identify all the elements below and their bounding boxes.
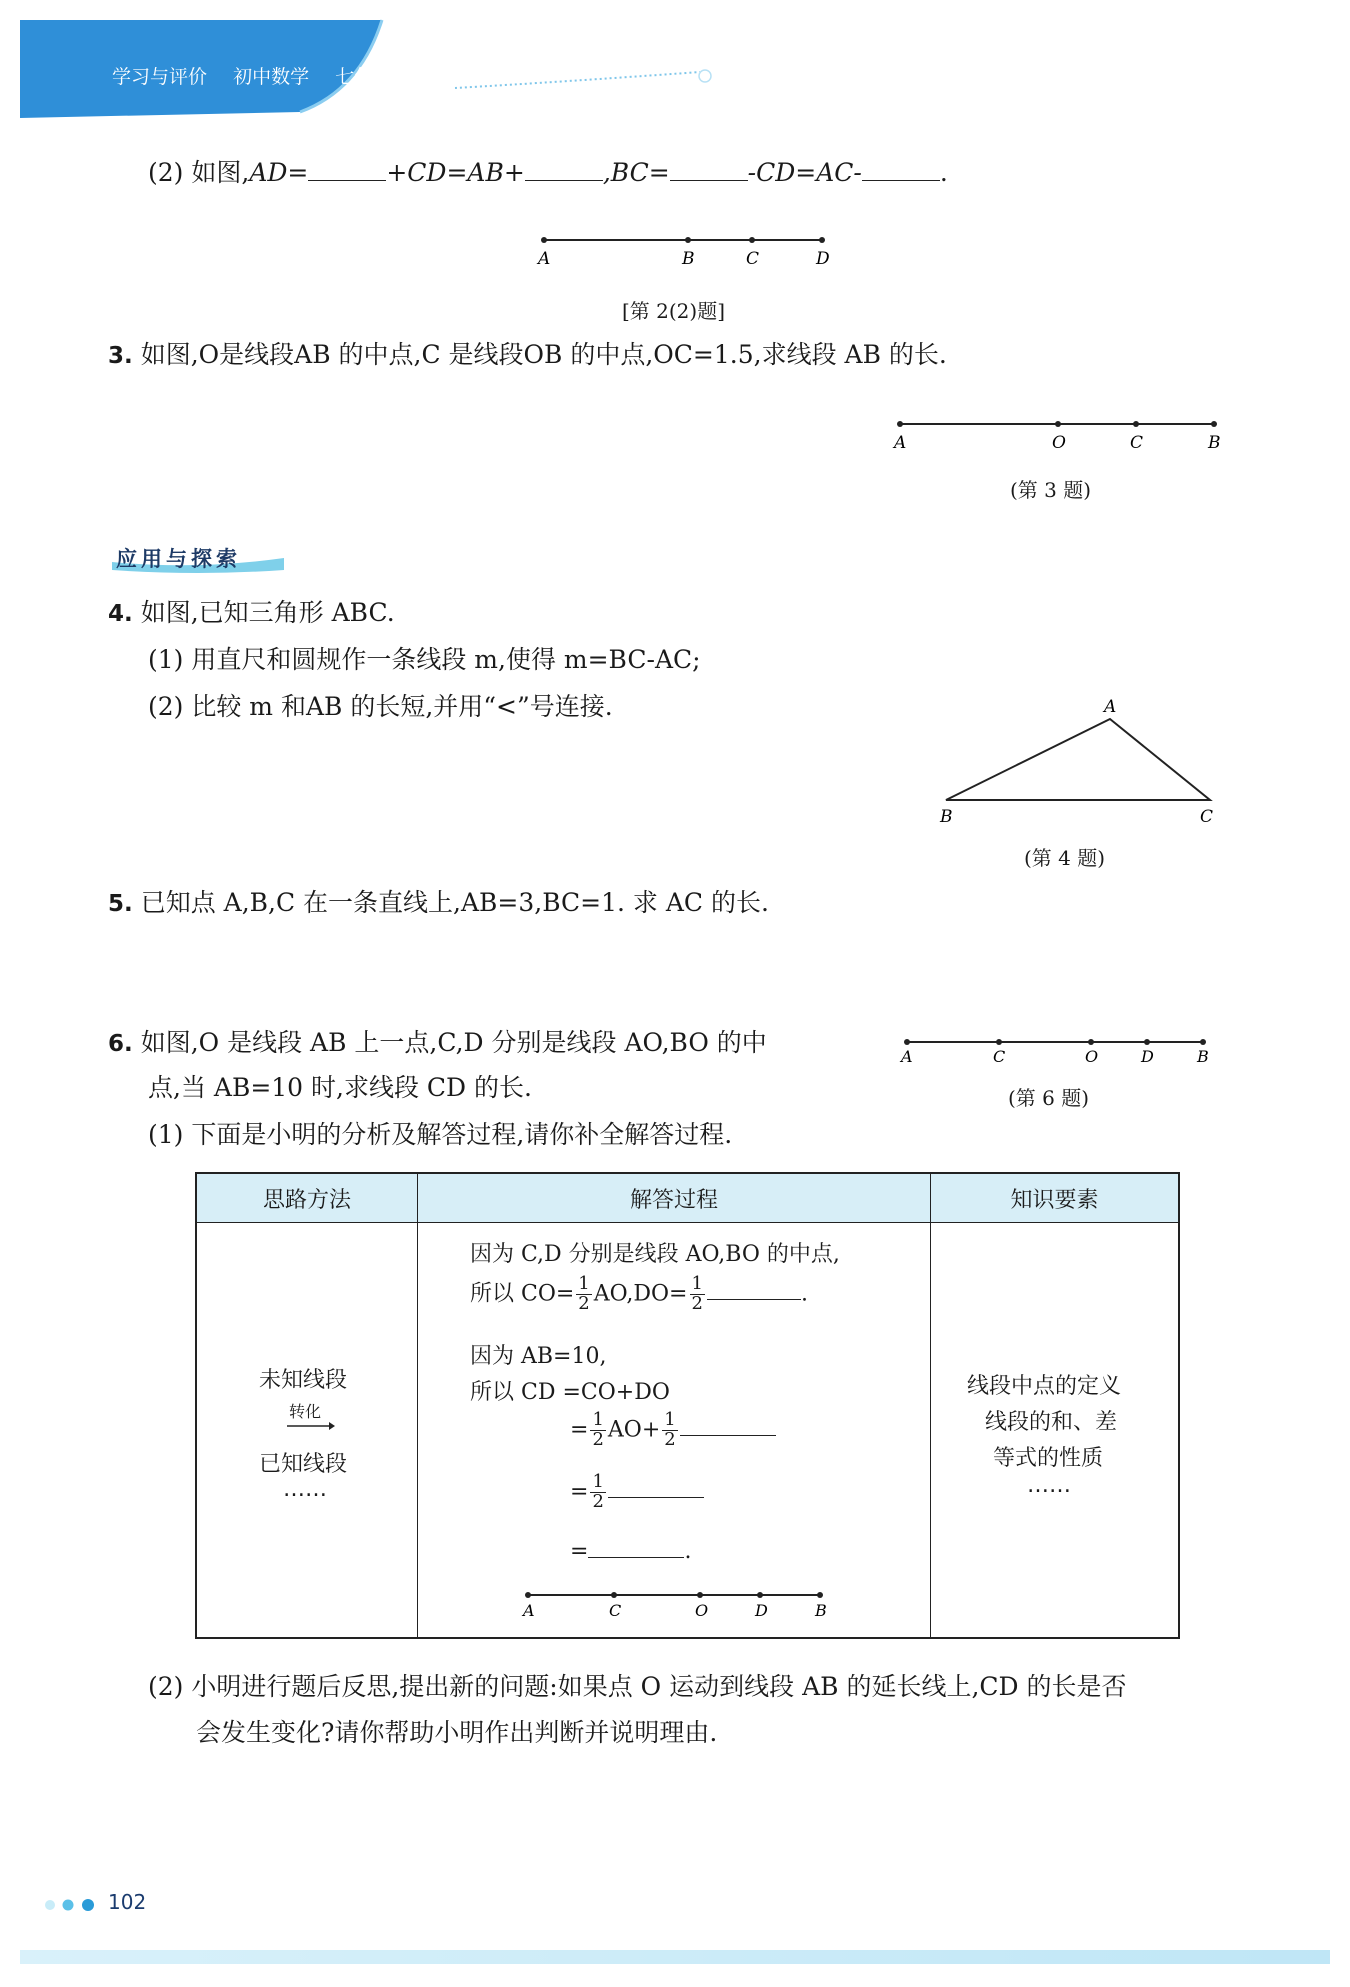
point-label: D: [816, 249, 830, 269]
point-label: O: [695, 1601, 709, 1620]
page-number: 102: [108, 1890, 147, 1914]
q6-line2: 点,当 AB=10 时,求线段 CD 的长.: [148, 1073, 532, 1102]
knowledge-cell: [931, 1223, 1180, 1639]
fraction-half: $\frac{1}{2}$: [592, 1471, 604, 1512]
q6-figure: [895, 1030, 1215, 1070]
method-arrow-label: 转化: [289, 1402, 322, 1421]
point-label: O: [1052, 433, 1066, 453]
point-label: D: [755, 1601, 768, 1620]
point-label: A: [901, 1047, 913, 1066]
footer-band: [0, 1944, 1350, 1972]
point-label: C: [609, 1601, 622, 1620]
q5-text: 5. 已知点 A,B,C 在一条直线上,AB=3,BC=1. 求 AC 的长.: [108, 888, 769, 917]
q3-text: 3. 如图,O是线段AB 的中点,C 是线段OB 的中点,OC=1.5,求线段 AB 的长.: [108, 340, 947, 369]
point-label: A: [523, 1601, 535, 1620]
point-label: B: [815, 1601, 827, 1620]
table-header: 知识要素: [931, 1173, 1180, 1223]
knowledge-item: ……: [1027, 1473, 1071, 1498]
q3-caption: (第 3 题): [1010, 478, 1092, 502]
process-line-2: 所以 CO= $\frac{1}{2}$ AO,DO= $\frac{1}{2}$ .: [470, 1273, 808, 1314]
page-dots-icon: [44, 1898, 104, 1912]
q2-2-figure: [530, 228, 840, 272]
point-label: A: [1104, 697, 1117, 717]
q6-sub1: (1) 下面是小明的分析及解答过程,请你补全解答过程.: [148, 1120, 733, 1149]
header-subject: 初中数学: [233, 66, 310, 88]
point-label: B: [682, 249, 695, 269]
method-from: 未知线段: [259, 1368, 348, 1393]
knowledge-item: 等式的性质: [993, 1446, 1104, 1471]
point-label: C: [746, 249, 760, 269]
point-label: B: [940, 807, 953, 825]
knowledge-item: 线段中点的定义: [967, 1374, 1122, 1399]
process-line-1: 因为 C,D 分别是线段 AO,BO 的中点,: [470, 1242, 840, 1267]
fraction-half: $\frac{1}{2}$: [578, 1273, 590, 1314]
point-label: A: [894, 433, 907, 453]
q4-sub1: (1) 用直尺和圆规作一条线段 m,使得 m=BC-AC;: [148, 645, 701, 674]
q4-text: 4. 如图,已知三角形 ABC.: [108, 598, 395, 627]
knowledge-item: 线段的和、差: [985, 1410, 1118, 1435]
q6-line1: 6. 如图,O 是线段 AB 上一点,C,D 分别是线段 AO,BO 的中: [108, 1028, 767, 1057]
point-label: A: [538, 249, 551, 269]
point-label: C: [1200, 807, 1214, 825]
q6-sub2-line2: 会发生变化?请你帮助小明作出判断并说明理由.: [196, 1718, 718, 1747]
method-cell: [196, 1223, 418, 1639]
q4-caption: (第 4 题): [1024, 846, 1106, 870]
point-label: B: [1208, 433, 1221, 453]
q6-sub2-line1: (2) 小明进行题后反思,提出新的问题:如果点 O 运动到线段 AB 的延长线上,CD 的长是否: [148, 1672, 1127, 1701]
process-line-4: 所以 CD =CO+DO: [470, 1380, 670, 1405]
process-line-3: 因为 AB=10,: [470, 1344, 607, 1369]
header-series: 学习与评价: [112, 66, 208, 88]
solution-table: [195, 1172, 1180, 1639]
q3-figure: [888, 412, 1228, 456]
q4-sub2: (2) 比较 m 和AB 的长短,并用“<”号连接.: [148, 692, 613, 721]
table-header: 思路方法: [196, 1173, 418, 1223]
q2-2-line: (2) 如图,AD= +CD=AB+ ,BC= -CD=AC- .: [148, 158, 948, 187]
point-label: B: [1197, 1047, 1209, 1066]
process-line-5: = $\frac{1}{2}$ AO+ $\frac{1}{2}$: [570, 1411, 776, 1450]
process-cell: [418, 1223, 931, 1639]
process-line-7: = .: [570, 1539, 692, 1564]
section-title: 应用与探索: [116, 547, 241, 571]
method-more: ……: [283, 1477, 327, 1502]
table-header: 解答过程: [418, 1173, 931, 1223]
point-label: D: [1141, 1047, 1154, 1066]
header-title: [112, 62, 450, 89]
q2-2-caption: [第 2(2)题]: [622, 299, 726, 323]
arrow-right-icon: [285, 1419, 335, 1433]
fraction-half: $\frac{1}{2}$: [592, 1409, 604, 1450]
header-grade: 七年级上册: [335, 66, 431, 88]
process-line-6: = $\frac{1}{2}$: [570, 1473, 704, 1512]
fraction-half: $\frac{1}{2}$: [691, 1273, 703, 1314]
fraction-half: $\frac{1}{2}$: [664, 1409, 676, 1450]
point-label: O: [1085, 1047, 1099, 1066]
point-label: C: [1130, 433, 1144, 453]
q6-caption: (第 6 题): [1008, 1086, 1090, 1110]
process-figure: [518, 1585, 838, 1625]
q4-triangle: [930, 695, 1220, 825]
header-band: [0, 0, 1350, 120]
method-to: 已知线段: [259, 1452, 348, 1477]
point-label: C: [993, 1047, 1006, 1066]
